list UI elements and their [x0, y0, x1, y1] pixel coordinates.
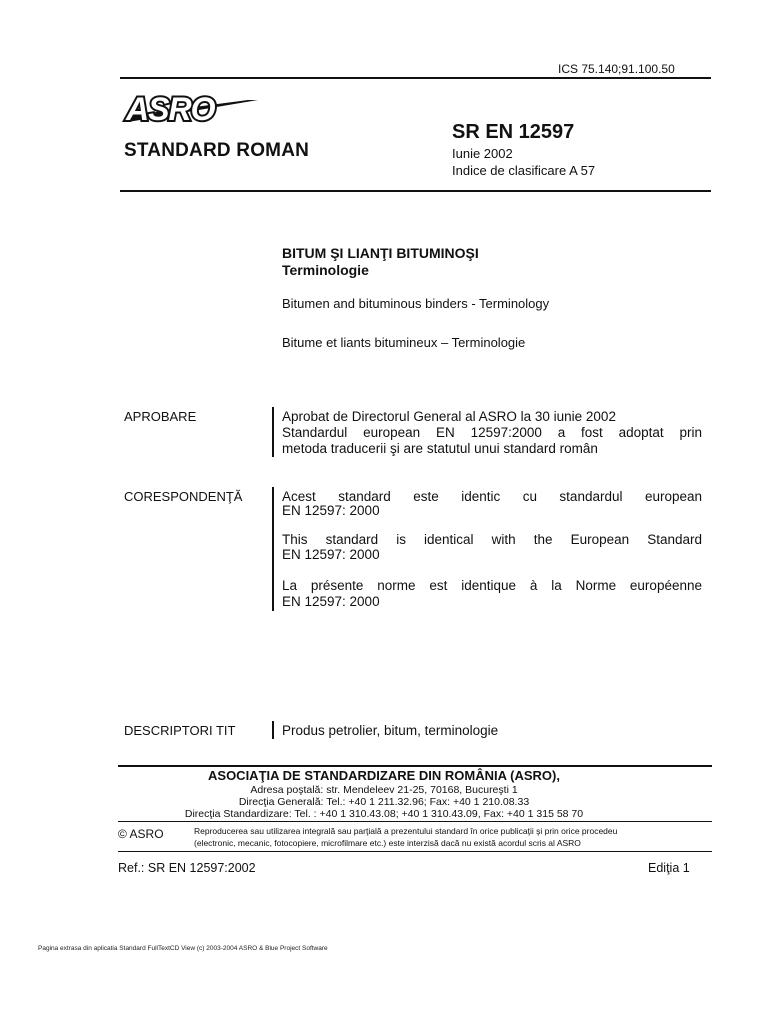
reference: Ref.: SR EN 12597:2002 — [118, 861, 256, 875]
descriptori-bar — [272, 721, 274, 739]
correspondence-ro-line-2: EN 12597: 2000 — [282, 503, 380, 518]
descriptori-value: Produs petrolier, bitum, terminologie — [282, 723, 499, 738]
correspondence-en-line-2: EN 12597: 2000 — [282, 547, 380, 562]
postal-address: Adresa poştală: str. Mendeleev 21-25, 70168, Bucureşti 1 — [250, 784, 518, 796]
header-bottom-rule — [120, 190, 711, 192]
aprobare-line-3: metoda traducerii şi are statutul unui standard român — [282, 441, 598, 456]
title-english: Bitumen and bituminous binders - Terminology — [282, 296, 550, 311]
ics-code: ICS 75.140;91.100.50 — [558, 62, 675, 76]
standard-date: Iunie 2002 — [452, 146, 513, 161]
copyright: © ASRO — [118, 827, 164, 841]
organization-name: ASOCIAŢIA DE STANDARDIZARE DIN ROMÂNIA (ASRO), — [208, 768, 560, 783]
general-direction-contact: Direcţia Generală: Tel.: +40 1 211.32.96; Fax: +40 1 210.08.33 — [238, 796, 530, 808]
correspondence-fr-line-1: La présente norme est identique à la Norme européenne — [282, 578, 702, 593]
extract-note: Pagina extrasa din aplicatia Standard FullTextCD View (c) 2003-2004 ASRO & Blue Project Software — [38, 945, 328, 952]
descriptori-label: DESCRIPTORI TIT — [124, 723, 236, 738]
reproduction-notice — [194, 825, 694, 849]
classification-index: Indice de clasificare A 57 — [452, 163, 596, 178]
aprobare-line-1: Aprobat de Directorul General al ASRO la 30 iunie 2002 — [282, 409, 616, 424]
footer-bottom-rule — [118, 851, 712, 852]
asro-logo — [120, 86, 260, 132]
correspondence-en-line-1: This standard is identical with the European Standard — [282, 532, 702, 547]
standards-direction-contact: Direcţia Standardizare: Tel. : +40 1 310.43.08; +40 1 310.43.09, Fax: +40 1 315 58 70 — [184, 808, 584, 820]
reproduction-notice-line-2: (electronic, mecanic, fotocopiere, microfilmare etc.) este interzisă dacă nu există acordul scris al ASRO — [194, 838, 581, 848]
standard-number: SR EN 12597 — [452, 121, 575, 143]
aprobare-label: APROBARE — [124, 409, 197, 424]
footer-top-rule — [118, 765, 712, 767]
asro-logo-text: ASRO — [126, 91, 215, 127]
aprobare-line-2: Standardul european EN 12597:2000 a fost adoptat prin — [282, 425, 702, 440]
standard-label: STANDARD ROMAN — [124, 140, 310, 161]
edition: Ediţia 1 — [648, 861, 690, 875]
title-french: Bitume et liants bitumineux – Terminologie — [282, 335, 526, 350]
correspondence-fr-line-2: EN 12597: 2000 — [282, 594, 380, 609]
footer-middle-rule — [118, 821, 712, 822]
header-top-rule — [120, 77, 711, 79]
title-romanian: BITUM ŞI LIANŢI BITUMINOŞI — [282, 245, 479, 261]
reproduction-notice-line-1: Reproducerea sau utilizarea integrală sau parţială a prezentului standard în orice publicaţii şi prin orice procedeu — [194, 826, 618, 836]
title-romanian-subtitle: Terminologie — [282, 262, 369, 278]
aprobare-bar — [272, 407, 274, 457]
corespondenta-bar — [272, 487, 274, 611]
correspondence-ro-line-1: Acest standard este identic cu standardul european — [282, 489, 702, 504]
corespondenta-label: CORESPONDENŢĂ — [124, 489, 243, 504]
